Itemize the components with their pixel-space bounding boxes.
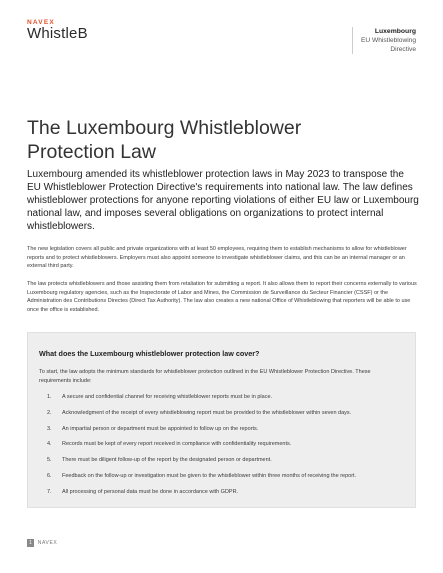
- header-subtitle-line1: EU Whistleblowing: [361, 37, 416, 44]
- navex-whistleb-logo: [27, 19, 88, 42]
- list-item-number: 5.: [47, 457, 52, 464]
- list-item-number: 6.: [47, 472, 52, 479]
- list-item: [47, 425, 402, 441]
- page-title-line2: Protection Law: [27, 141, 156, 163]
- page-title-line1: The Luxembourg Whistleblower: [27, 117, 302, 139]
- list-item: [47, 440, 402, 456]
- page-footer: [27, 539, 57, 547]
- list-item-number: 1.: [47, 394, 52, 400]
- list-item-text: All processing of personal data must be done in accordance with GDPR.: [62, 488, 239, 495]
- list-item-text: Feedback on the follow-up or investigation must be given to the whistleblower within three months of receiving the report.: [62, 472, 357, 479]
- list-item-number: 2.: [47, 409, 52, 416]
- list-item: [47, 393, 402, 409]
- footer-brand: NAVEX: [37, 540, 58, 546]
- requirements-list: [47, 393, 402, 504]
- list-item: [47, 488, 402, 504]
- list-item: [47, 409, 402, 425]
- list-item-text: An impartial person or department must be appointed to follow up on the reports.: [62, 425, 259, 432]
- header-document-label: [352, 27, 416, 54]
- logo-brand-top: NAVEX: [27, 19, 55, 26]
- list-item-number: 3.: [47, 425, 52, 432]
- list-item: [47, 456, 402, 472]
- page-title: [27, 116, 407, 164]
- list-item-text: Records must be kept of every report received in compliance with confidentiality requirements.: [62, 441, 292, 448]
- header-country: Luxembourg: [374, 28, 416, 35]
- requirements-box: [27, 332, 416, 508]
- lead-paragraph: Luxembourg amended its whistleblower protection laws in May 2023 to transpose the EU Whistleblower Protection Directive's requirements into national law. The law defines whistleblower protections for anyone reporting violations of either EU law or Luxembourg national law, and imposes several obligations on organizations to protect internal whistleblowers.: [27, 169, 419, 232]
- header-subtitle-line2: Directive: [390, 46, 416, 53]
- body-paragraph: The law protects whistleblowers and those assisting them from retaliation for submitting a report. It also allows them to report their concerns externally to various Luxembourg regulatory agencies, such as the Inspectorate of Labor and Mines, the Commission de Surveillance du Secteur Financier (CSSF) or the Administration des Contributions Directes (Direct Tax Authority). The law also creates a new national Office of Whistleblowing that reporters will be able to use once the office is established.: [27, 281, 417, 313]
- list-item-text: A secure and confidential channel for receiving whistleblower reports must be in place.: [62, 394, 273, 400]
- list-item-text: There must be diligent follow-up of the report by the designated person or department.: [62, 457, 272, 464]
- list-item-number: 4.: [47, 441, 52, 448]
- list-item-text: Acknowledgment of the receipt of every whistleblowing report must be provided to the whistleblower within seven days.: [62, 409, 352, 416]
- list-item-number: 7.: [47, 488, 52, 495]
- logo-brand-main: WhistleB: [27, 25, 88, 42]
- list-item: [47, 472, 402, 488]
- requirements-intro: To start, the law adopts the minimum standards for whistleblower protection outlined in the EU Whistleblower Protection Directive. These requirements include:: [39, 369, 371, 384]
- requirements-heading: What does the Luxembourg whistleblower protection law cover?: [39, 349, 260, 358]
- body-paragraph: The new legislation covers all public and private organizations with at least 50 employees, requiring them to establish mechanisms to allow for whistleblower reports and to protect whistleblowers. Employers must also appoint someone to investigate whistleblower claims, and this can be an internal manager or an external third party.: [27, 246, 407, 269]
- page-number: 1: [29, 540, 32, 546]
